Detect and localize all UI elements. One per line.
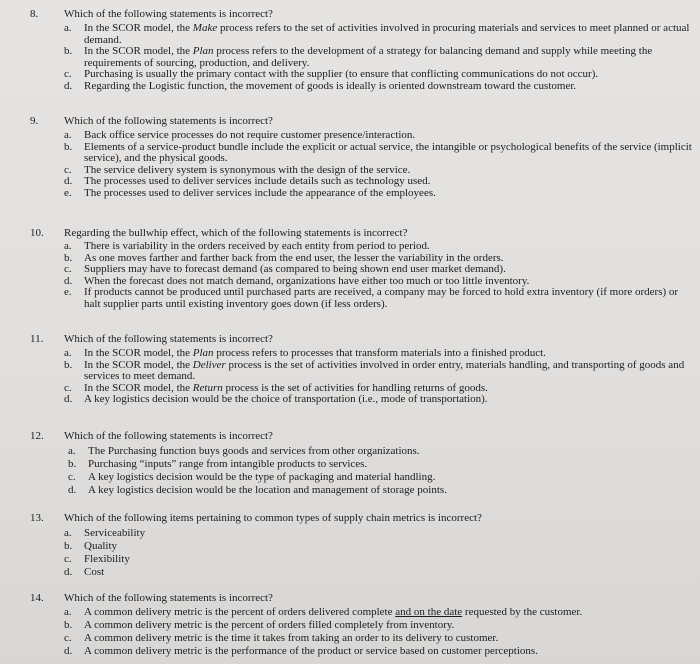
option-text: A common delivery metric is the percent of orders delivered complete and on the date requested by the customer. <box>84 606 583 618</box>
option-text: A common delivery metric is the time it takes from taking an order to its delivery to customer. <box>84 632 499 644</box>
option-letter: c. <box>64 68 72 81</box>
option-b <box>64 46 694 69</box>
option-text: In the SCOR model, the Make process refers to the set of activities involved in procuring materials and services to meet planned or actual demand. <box>84 22 690 46</box>
option-letter: d. <box>64 566 73 578</box>
option-letter: a. <box>64 606 72 618</box>
question-stem: Which of the following statements is incorrect? <box>64 592 273 604</box>
question-stem: Regarding the bullwhip effect, which of the following statements is incorrect? <box>64 227 408 239</box>
option-a <box>64 606 694 619</box>
option-letter: e. <box>64 286 72 299</box>
question-stem: Which of the following items pertaining to common types of supply chain metrics is incorrect? <box>64 512 482 524</box>
option-e <box>64 287 694 310</box>
question-stem: Which of the following statements is incorrect? <box>64 8 273 20</box>
question-number: 8. <box>30 8 39 20</box>
option-letter: a. <box>68 445 76 457</box>
scor-term: Make <box>192 22 218 34</box>
option-text: Quality <box>84 540 117 552</box>
question-number: 11. <box>30 333 44 345</box>
option-letter: c. <box>64 553 72 565</box>
option-text: Elements of a service-product bundle include the explicit or actual service, the intangible or psychological benefits of the service (implicit service), and the physical goods. <box>84 140 692 165</box>
option-text: Cost <box>84 566 105 578</box>
option-text: As one moves farther and farther back from the end user, the lesser the variability in the orders. <box>84 251 504 264</box>
option-letter: d. <box>64 645 73 657</box>
option-c <box>64 553 694 566</box>
option-text: Purchasing “inputs” range from intangible products to services. <box>88 458 368 470</box>
option-a <box>64 130 694 142</box>
option-e <box>64 188 694 200</box>
option-text: The Purchasing function buys goods and services from other organizations. <box>88 445 420 457</box>
option-letter: c. <box>64 632 72 644</box>
underlined-phrase: and on the date <box>395 606 463 618</box>
question-number: 14. <box>30 592 44 604</box>
option-letter: b. <box>64 540 73 552</box>
option-letter: d. <box>64 175 73 188</box>
option-b <box>64 540 694 553</box>
option-d <box>64 81 694 93</box>
option-letter: a. <box>64 22 72 34</box>
option-c <box>64 632 694 645</box>
scor-term: Return <box>192 381 223 394</box>
question-number: 9. <box>30 115 39 127</box>
option-text: The service delivery system is synonymous with the design of the service. <box>84 163 411 176</box>
option-text: The processes used to deliver services include details such as technology used. <box>84 175 431 188</box>
scor-term: Plan <box>192 347 214 359</box>
option-text: The processes used to deliver services include the appearance of the employees. <box>84 186 436 199</box>
option-letter: b. <box>64 358 73 371</box>
option-text: A common delivery metric is the percent of orders filled completely from inventory. <box>84 619 455 631</box>
scor-term: Plan <box>192 45 214 58</box>
option-d <box>64 645 694 658</box>
option-text: In the SCOR model, the Deliver process is the set of activities involved in order entry, materials handling, and transporting of goods and services to meet demand. <box>84 358 685 383</box>
option-text: A common delivery metric is the performance of the product or service based on customer perceptions. <box>84 645 538 657</box>
option-letter: d. <box>64 79 73 92</box>
option-d <box>68 484 698 497</box>
option-letter: d. <box>68 484 77 496</box>
option-text: Back office service processes do not require customer presence/interaction. <box>84 129 416 141</box>
option-letter: c. <box>64 381 72 394</box>
option-text: Suppliers may have to forecast demand (as compared to being shown end user market demand). <box>84 263 506 276</box>
option-d <box>64 394 694 406</box>
question-stem: Which of the following statements is incorrect? <box>64 333 273 345</box>
option-b <box>68 458 698 471</box>
option-text: A key logistics decision would be the location and management of storage points. <box>88 484 447 496</box>
option-text: When the forecast does not match demand, organizations have either too much or too little inventory. <box>84 274 530 287</box>
option-text: In the SCOR model, the Plan process refers to processes that transform materials into a finished product. <box>84 347 546 359</box>
question-number: 12. <box>30 430 44 442</box>
option-b <box>64 619 694 632</box>
option-letter: b. <box>64 140 73 153</box>
option-letter: d. <box>64 393 73 406</box>
option-letter: a. <box>64 240 72 252</box>
option-letter: a. <box>64 347 72 359</box>
option-text: A key logistics decision would be the type of packaging and material handling. <box>88 471 436 483</box>
option-letter: b. <box>64 619 73 631</box>
option-letter: e. <box>64 186 72 199</box>
option-letter: c. <box>64 163 72 176</box>
option-letter: d. <box>64 274 73 287</box>
option-letter: b. <box>64 251 73 264</box>
option-letter: b. <box>68 458 77 470</box>
option-c <box>68 471 698 484</box>
option-letter: a. <box>64 129 72 141</box>
option-a <box>64 527 694 540</box>
scor-term: Deliver <box>192 358 226 371</box>
option-text: In the SCOR model, the Plan process refers to the development of a strategy for balancing demand and supply while meeting the requirements of sourcing, production, and delivery. <box>84 45 653 69</box>
option-text: Serviceability <box>84 527 146 539</box>
option-text: Flexibility <box>84 553 130 565</box>
option-letter: a. <box>64 527 72 539</box>
question-number: 13. <box>30 512 44 524</box>
option-text: Regarding the Logistic function, the movement of goods is ideally is oriented downstream toward the customer. <box>84 79 577 92</box>
option-text: If products cannot be produced until purchased parts are received, a company may be forced to hold extra inventory (if more orders) or halt supplier parts until existing inventory goes down (if less orders). <box>84 286 679 310</box>
option-a <box>64 23 694 46</box>
question-stem: Which of the following statements is incorrect? <box>64 430 273 442</box>
question-stem: Which of the following statements is incorrect? <box>64 115 273 127</box>
option-text: A key logistics decision would be the choice of transportation (i.e., mode of transportation). <box>84 393 488 406</box>
option-letter: c. <box>68 471 76 483</box>
option-a <box>64 241 694 253</box>
option-letter: b. <box>64 45 73 58</box>
question-number: 10. <box>30 227 44 239</box>
option-a <box>68 445 698 458</box>
option-text: There is variability in the orders received by each entity from period to period. <box>84 240 430 252</box>
option-text: In the SCOR model, the Return process is the set of activities for handling returns of goods. <box>84 381 488 394</box>
option-letter: c. <box>64 263 72 276</box>
option-text: Purchasing is usually the primary contact with the supplier (to ensure that conflicting communications do not occur). <box>84 68 599 81</box>
option-b <box>64 360 694 383</box>
option-d <box>64 566 694 579</box>
option-b <box>64 142 694 165</box>
